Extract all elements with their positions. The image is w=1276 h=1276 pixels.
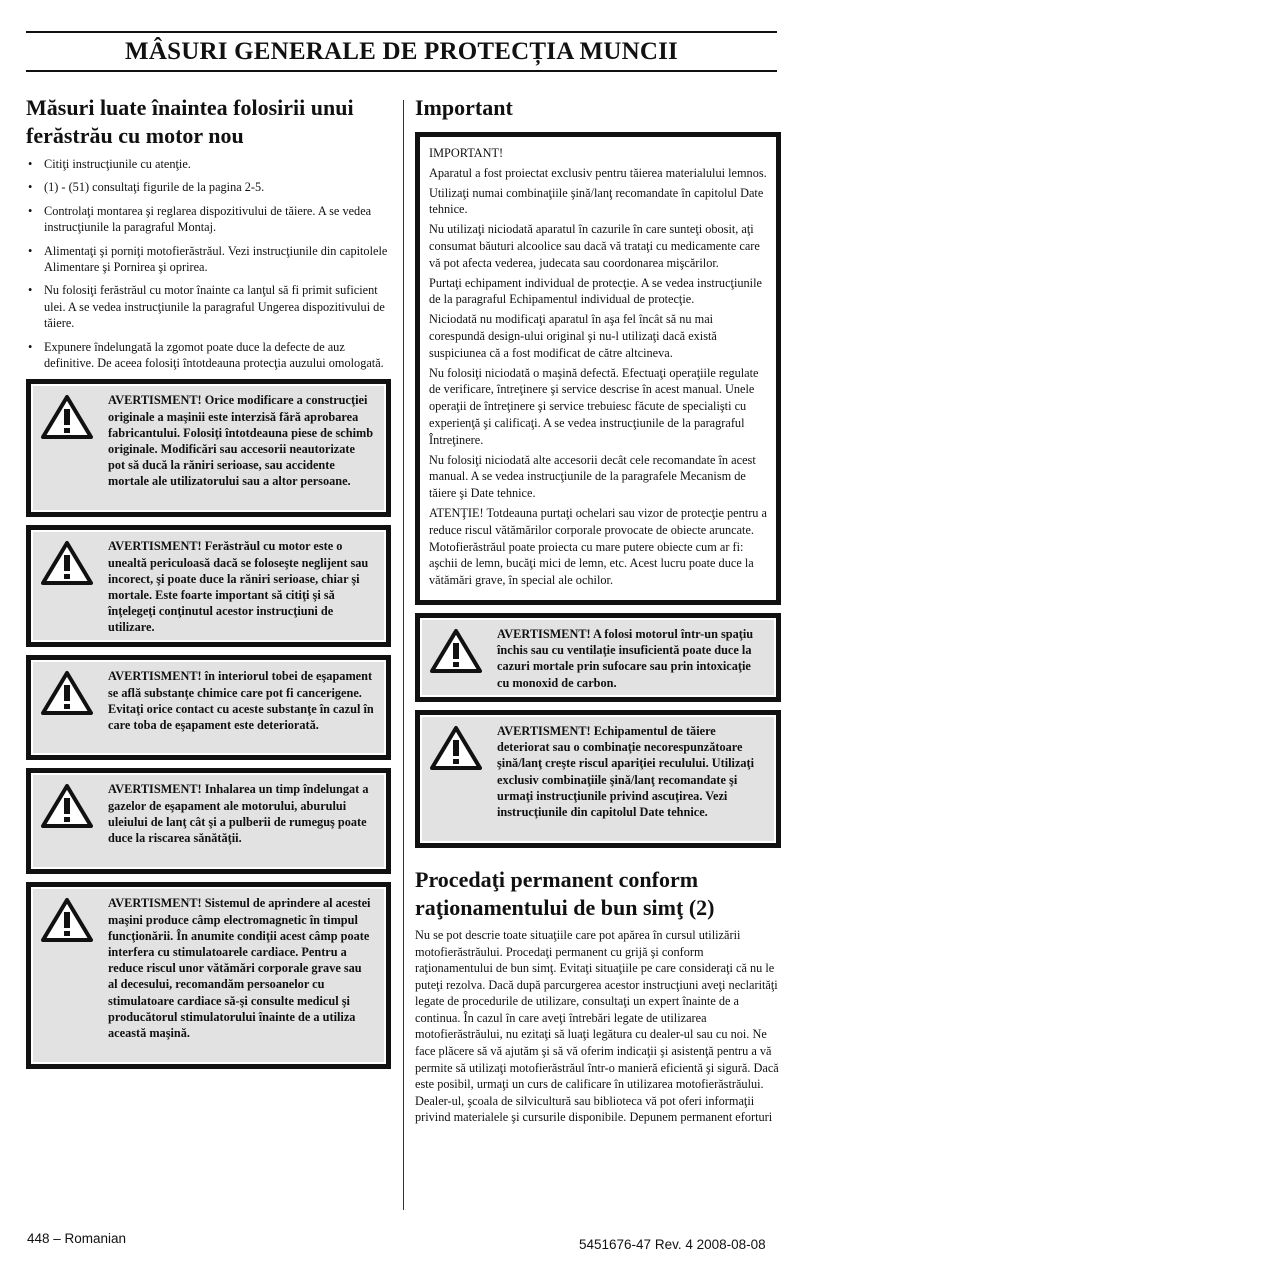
page-title: MÂSURI GENERALE DE PROTECȚIA MUNCII <box>26 31 777 72</box>
warning-triangle-icon <box>430 628 482 674</box>
warning-triangle-icon <box>41 783 93 829</box>
bullet-list <box>26 156 391 371</box>
list-item: • Expunere îndelungată la zgomot poate duce la defecte de auz definitive. De aceea folosiţi întotdeauna protecţia auzului omologată. <box>28 339 384 371</box>
warning-text: AVERTISMENT! Echipamentul de tăiere deteriorat sau o combinaţie necorespunzătoare şină/lanţ creşte riscul apariţiei reculului. Utilizaţi exclusiv combinaţiile şină/lanţ recomandate şi urmaţi instrucţiunile privind ascuţirea. Vezi instrucţiunile din capitolul Date tehnice. <box>497 723 755 819</box>
body-paragraph: Nu se pot descrie toate situaţiile care pot apărea în cursul utilizării motofierăstrăului. Procedaţi permanent cu grijă şi conform raţionamentului de bun simţ. Evitaţi situaţiile pe care consideraţi că nu le puteţi rezolva. Dacă după parcurgerea acestor instrucţiuni aveţi neclarităţi legate de procedurile de utilizare, consultaţi un expert înainte de a continua. În cazul în care aveţi întrebări legate de utilizarea motofierăstrăului, nu ezitaţi să luaţi legătura cu dealer-ul sau cu noi. Ne face plăcere să vă ajutăm şi să vă oferim indicaţii şi asistenţă pentru a vă permite să utilizaţi motofierăstrăul într-o manieră eficientă şi sigură. Dacă este posibil, urmaţi un curs de calificare în utilizarea motofierăstrăului. Dealer-ul, şcoala de silvicultură sau biblioteca vă pot oferi informaţii privind materialele şi cursurile disponibile. Depunem permanent eforturi <box>415 927 779 1125</box>
warning-box <box>26 768 391 874</box>
important-paragraph: Utilizaţi numai combinaţiile şină/lanţ recomandate în capitolul Date tehnice. <box>429 185 764 217</box>
list-item: • Alimentaţi şi porniţi motofierăstrăul. Vezi instrucţiunile din capitolele Alimentare şi Pornirea şi oprirea. <box>28 243 388 275</box>
left-column <box>26 94 391 1069</box>
warning-triangle-icon <box>41 670 93 716</box>
warning-triangle-icon <box>41 540 93 586</box>
important-paragraph: Nu folosiţi niciodată o maşină defectă. Efectuaţi operaţiile regulate de verificare, întreţinere şi service descrise în acest manual. Unele operaţii de întreţinere şi service trebuiesc făcute de specialişti cu experienţă şi calificaţi. A se vedea instrucţiunile de la paragraful Întreţinere. <box>429 365 759 447</box>
important-paragraph: Nu utilizaţi niciodată aparatul în cazurile în care sunteţi obosit, aţi consumat băuturi alcoolice sau dacă vă trataţi cu medicamente care vă pot afecta vederea, judecata sau coordonarea mişcărilor. <box>429 222 760 270</box>
left-heading: Măsuri luate înaintea folosirii unui ferăstrău cu motor nou <box>26 95 354 148</box>
warning-box <box>26 882 391 1069</box>
important-box <box>415 132 781 605</box>
important-paragraph: Purtaţi echipament individual de protecţie. A se vedea instrucţiunile de la paragraful Echipamentul individual de protecţie. <box>429 275 762 307</box>
warning-triangle-icon <box>41 394 93 440</box>
list-item: • Citiţi instrucţiunile cu atenţie. <box>28 157 191 171</box>
warning-triangle-icon <box>430 725 482 771</box>
document-code: 5451676-47 Rev. 4 2008-08-08 <box>579 1237 766 1252</box>
warning-box <box>26 525 391 647</box>
warning-box <box>415 710 781 848</box>
column-divider <box>403 100 404 1210</box>
list-item: • Nu folosiţi ferăstrăul cu motor înainte ca lanţul să fi primit suficient ulei. A se vedea instrucţiunile la paragraful Ungerea dispozitivului de tăiere. <box>28 283 385 331</box>
warning-box <box>26 655 391 760</box>
warning-text: AVERTISMENT! în interiorul tobei de eşapament se află substanţe chimice care pot fi cancerigene. Evitaţi orice contact cu aceste substanţe în cazul în care toba de eşapament este deteriorată. <box>108 669 374 733</box>
warning-text: AVERTISMENT! Ferăstrăul cu motor este o unealtă periculoasă dacă se foloseşte neglijent sau incorect, şi poate duce la răniri serioase, chiar şi mortale. Este foarte important să citiţi şi să înţelegeţi conţinutul acestor instrucţiuni de utilizare. <box>108 539 369 635</box>
right-heading: Important <box>415 95 513 120</box>
common-sense-heading: Procedaţi permanent conform raţionamentului de bun simţ (2) <box>415 866 715 920</box>
warning-triangle-icon <box>41 897 93 943</box>
important-paragraph: Aparatul a fost proiectat exclusiv pentru tăierea materialului lemnos. <box>429 165 767 180</box>
right-column <box>415 94 781 1126</box>
important-paragraph: Niciodată nu modificaţi aparatul în aşa fel încât să nu mai corespundă design-ului original şi nu-l utilizaţi dacă există suspiciunea că a fost modificat de către altcineva. <box>429 312 717 360</box>
important-paragraph: Nu folosiţi niciodată alte accesorii decât cele recomandate în acest manual. A se vedea instrucţiunile de la paragrafele Mecanism de tăiere şi Date tehnice. <box>429 452 756 501</box>
warning-text: AVERTISMENT! Orice modificare a construcţiei originale a maşinii este interzisă fără aprobarea fabricantului. Folosiţi întotdeauna piese de schimb originale. Modificări sau accesorii neautorizate pot să ducă la răniri serioase, sau accidente mortale ale utilizatorului sau a altor persoane. <box>108 393 374 489</box>
warning-text: AVERTISMENT! Inhalarea un timp îndelungat a gazelor de eşapament ale motorului, aburului uleiului de lanţ cât şi a pulberii de rumeguş poate duce la riscarea sănătăţii. <box>108 782 369 846</box>
page-number: 448 – Romanian <box>27 1231 127 1246</box>
important-paragraph: ATENŢIE! Totdeauna purtaţi ochelari sau vizor de protecţie pentru a reduce riscul vătămărilor corporale provocate de obiecte aruncate. Motofierăstrăul poate proiecta cu mare putere obiecte cum ar fi: aşchii de lemn, bucăţi mici de lemn, etc. Acest lucru poate duce la vătămări grave, în special ale ochilor. <box>429 505 767 588</box>
warning-text: AVERTISMENT! A folosi motorul într-un spaţiu închis sau cu ventilaţie insuficientă poate duce la cazuri mortale prin sufocare sau prin intoxicaţie cu monoxid de carbon. <box>497 626 754 690</box>
warning-text: AVERTISMENT! Sistemul de aprindere al acestei maşini produce câmp electromagnetic în timpul funcţionării. În anumite condiţii acest câmp poate interfera cu stimulatoarele cardiace. Pentru a reduce riscul unor vătămări corporale grave sau al decesului, recomandăm persoanelor cu stimulatoare cardiace să-şi consulte medicul şi producătorul stimulatorului înainte de a utiliza această maşină. <box>108 896 371 1041</box>
warning-box <box>26 379 391 517</box>
list-item: • (1) - (51) consultaţi figurile de la pagina 2-5. <box>28 180 265 195</box>
warning-box <box>415 613 781 702</box>
list-item: • Controlaţi montarea şi reglarea dispozitivului de tăiere. A se vedea instrucţiunile la paragraful Montaj. <box>28 203 372 235</box>
important-paragraph: IMPORTANT! <box>429 146 504 160</box>
